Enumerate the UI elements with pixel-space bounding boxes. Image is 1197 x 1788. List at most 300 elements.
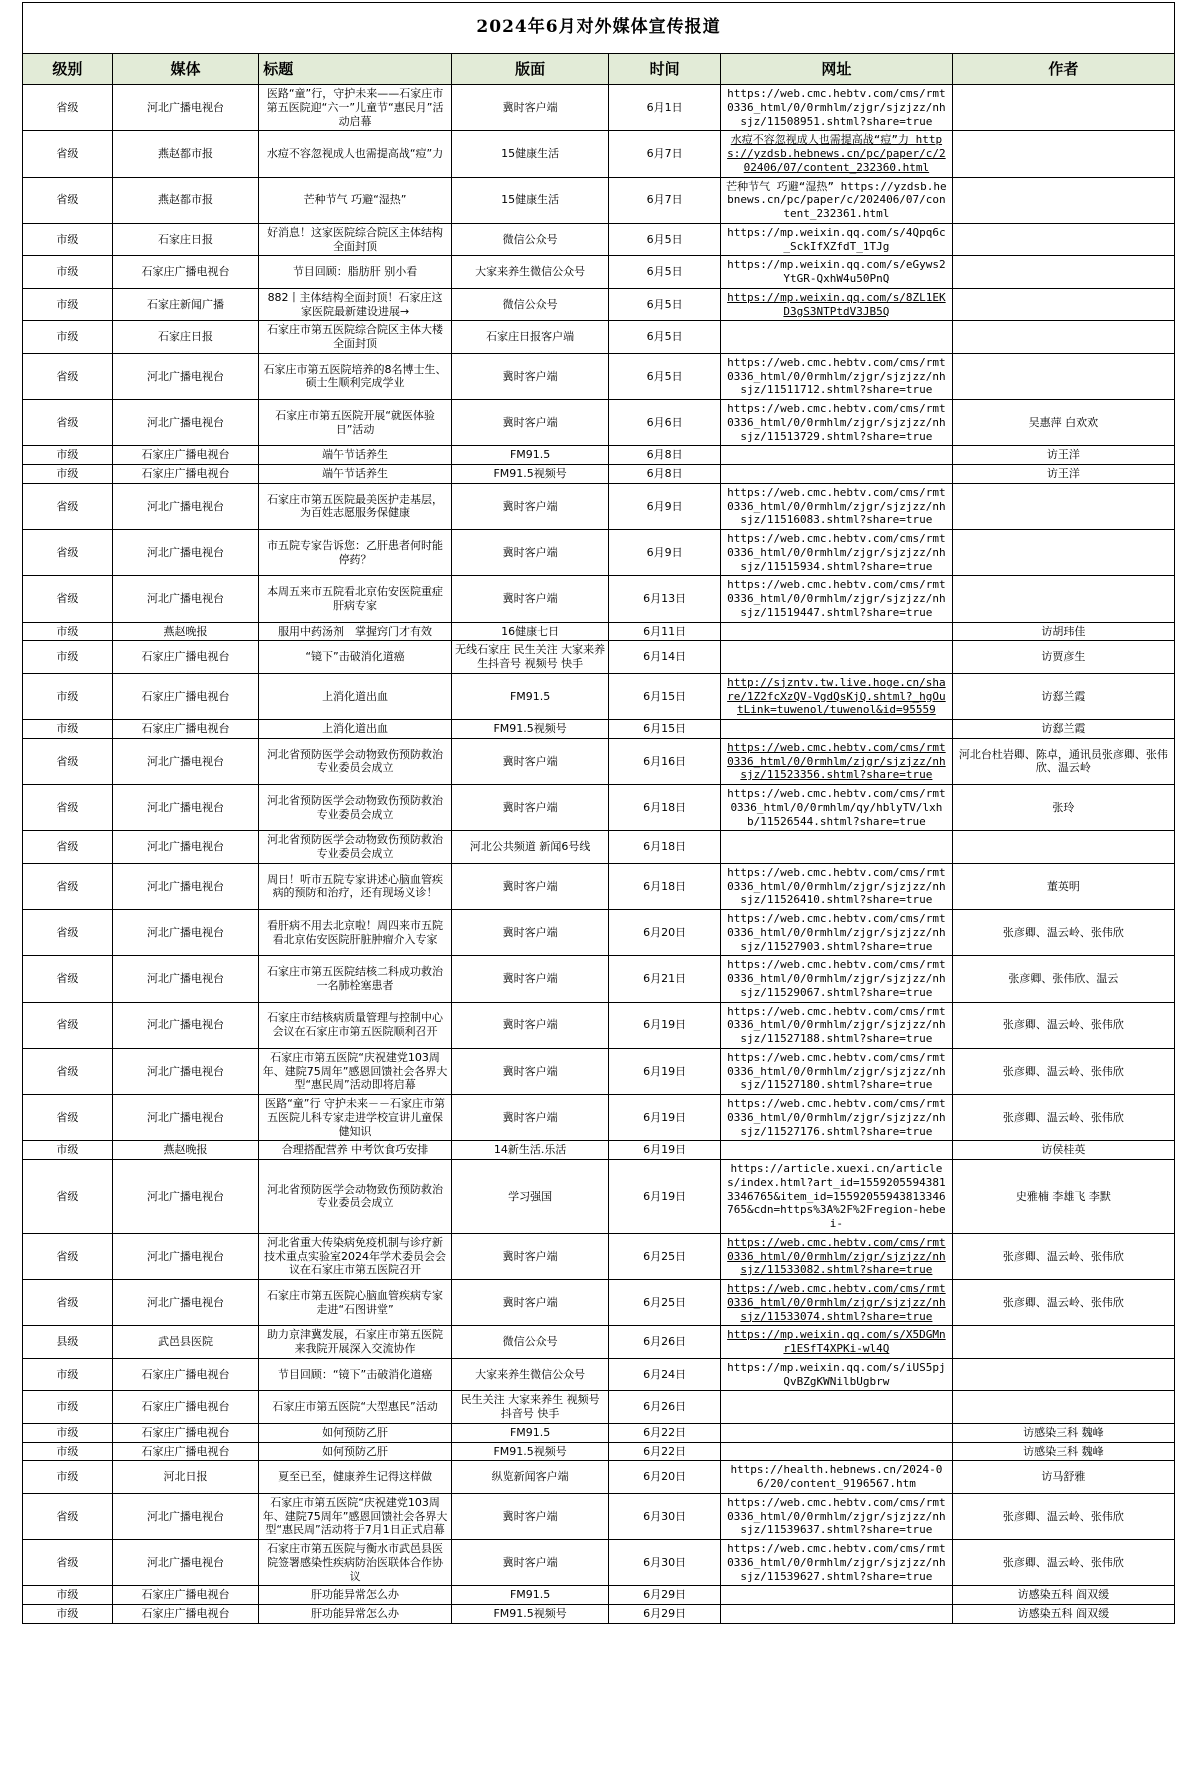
column-header-media[interactable]: 媒体 [112, 54, 259, 85]
table-row [23, 673, 1175, 719]
cell-date: 6月5日 [609, 256, 721, 289]
cell-url[interactable]: https://web.cmc.hebtv.com/cms/rmt0336_html/0/0rmhlm/zjgr/sjzjzz/nhsjz/11515934.shtml?share=true [720, 530, 952, 576]
cell-title: 石家庄市第五医院与衡水市武邑县医院签署感染性疾病防治医联体合作协议 [259, 1540, 452, 1586]
media-report-table [22, 2, 1175, 1624]
cell-level: 省级 [23, 131, 113, 177]
table-row [23, 1280, 1175, 1326]
cell-level: 市级 [23, 1423, 113, 1442]
table-row [23, 576, 1175, 622]
cell-media: 河北广播电视台 [112, 1160, 259, 1234]
cell-title: 石家庄市第五医院“大型惠民”活动 [259, 1391, 452, 1424]
cell-url[interactable]: https://web.cmc.hebtv.com/cms/rmt0336_html/0/0rmhlm/zjgr/sjzjzz/nhsjz/11527176.shtml?share=true [720, 1095, 952, 1141]
cell-url [720, 831, 952, 864]
cell-date: 6月26日 [609, 1326, 721, 1359]
cell-level: 县级 [23, 1326, 113, 1359]
cell-author: 访感染五科 阎双缓 [952, 1605, 1174, 1624]
cell-level: 省级 [23, 956, 113, 1002]
cell-page: 14新生活.乐活 [451, 1141, 609, 1160]
cell-media: 河北广播电视台 [112, 1493, 259, 1539]
cell-date: 6月11日 [609, 622, 721, 641]
cell-media: 河北广播电视台 [112, 863, 259, 909]
cell-page: FM91.5视频号 [451, 465, 609, 484]
cell-level: 省级 [23, 1002, 113, 1048]
cell-author: 张彦卿、张伟欣、温云 [952, 956, 1174, 1002]
table-row [23, 131, 1175, 177]
cell-url[interactable]: https://web.cmc.hebtv.com/cms/rmt0336_html/0/0rmhlm/zjgr/sjzjzz/nhsjz/11533074.shtml?share=true [720, 1280, 952, 1326]
cell-title: 如何预防乙肝 [259, 1442, 452, 1461]
cell-author [952, 131, 1174, 177]
cell-title: 石家庄市第五医院“庆祝建党103周年、建院75周年”感恩回馈社会各界大型“惠民周”活动即将启幕 [259, 1048, 452, 1094]
cell-media: 河北广播电视台 [112, 1095, 259, 1141]
cell-title: 上消化道出血 [259, 673, 452, 719]
cell-level: 市级 [23, 1391, 113, 1424]
cell-level: 省级 [23, 1095, 113, 1141]
cell-date: 6月8日 [609, 465, 721, 484]
cell-url[interactable]: https://mp.weixin.qq.com/s/eGyws2YtGR-QxhW4u50PnQ [720, 256, 952, 289]
cell-page: 微信公众号 [451, 223, 609, 256]
cell-page: 冀时客户端 [451, 530, 609, 576]
table-row [23, 1326, 1175, 1359]
cell-level: 市级 [23, 1586, 113, 1605]
cell-level: 省级 [23, 483, 113, 529]
cell-page: FM91.5视频号 [451, 720, 609, 739]
table-row [23, 1095, 1175, 1141]
cell-level: 省级 [23, 530, 113, 576]
table-row [23, 465, 1175, 484]
cell-page: 大家来养生微信公众号 [451, 1358, 609, 1391]
cell-media: 河北广播电视台 [112, 910, 259, 956]
cell-author: 张彦卿、温云岭、张伟欣 [952, 1280, 1174, 1326]
cell-level: 市级 [23, 288, 113, 321]
cell-author [952, 353, 1174, 399]
table-row [23, 321, 1175, 354]
column-header-date[interactable]: 时间 [609, 54, 721, 85]
cell-url [720, 622, 952, 641]
cell-date: 6月20日 [609, 910, 721, 956]
cell-title: 医路“童”行，守护未来——石家庄市第五医院迎“六一”儿童节“惠民月”活动启幕 [259, 85, 452, 131]
cell-level: 省级 [23, 576, 113, 622]
cell-title: 肝功能异常怎么办 [259, 1605, 452, 1624]
cell-author [952, 576, 1174, 622]
cell-page: 冀时客户端 [451, 1493, 609, 1539]
table-row [23, 85, 1175, 131]
cell-page: FM91.5视频号 [451, 1442, 609, 1461]
cell-title: 河北省重大传染病免疫机制与诊疗新技术重点实验室2024年学术委员会会议在石家庄市第五医院召开 [259, 1233, 452, 1279]
cell-page: 纵览新闻客户端 [451, 1461, 609, 1494]
cell-media: 河北广播电视台 [112, 738, 259, 784]
cell-date: 6月5日 [609, 223, 721, 256]
cell-author [952, 223, 1174, 256]
table-body [23, 85, 1175, 1624]
cell-media: 石家庄广播电视台 [112, 1605, 259, 1624]
table-row [23, 641, 1175, 674]
table-row [23, 530, 1175, 576]
table-row [23, 1160, 1175, 1234]
column-header-page[interactable]: 版面 [451, 54, 609, 85]
cell-page: 微信公众号 [451, 288, 609, 321]
cell-title: 河北省预防医学会动物致伤预防救治专业委员会成立 [259, 831, 452, 864]
cell-url [720, 1442, 952, 1461]
table-row [23, 831, 1175, 864]
table-row [23, 1605, 1175, 1624]
cell-media: 燕赵晚报 [112, 1141, 259, 1160]
table-row [23, 738, 1175, 784]
column-header-title[interactable]: 标题 [259, 54, 452, 85]
cell-page: 冀时客户端 [451, 1280, 609, 1326]
cell-author: 张彦卿、温云岭、张伟欣 [952, 1002, 1174, 1048]
cell-url[interactable]: https://web.cmc.hebtv.com/cms/rmt0336_html/0/0rmhlm/zjgr/sjzjzz/nhsjz/11527188.shtml?share=true [720, 1002, 952, 1048]
cell-level: 省级 [23, 1160, 113, 1234]
cell-page: FM91.5 [451, 1423, 609, 1442]
column-header-level[interactable]: 级别 [23, 54, 113, 85]
table-row [23, 256, 1175, 289]
cell-title: 肝功能异常怎么办 [259, 1586, 452, 1605]
cell-url [720, 1605, 952, 1624]
cell-title: 看肝病不用去北京啦！周四来市五院看北京佑安医院肝脏肿瘤介入专家 [259, 910, 452, 956]
cell-url[interactable]: http://sjzntv.tw.live.hoge.cn/share/1Z2fcXzQV-VgdQsKjQ.shtml?_hgOutLink=tuwenol/tuwenol&id=95559 [720, 673, 952, 719]
cell-level: 省级 [23, 863, 113, 909]
cell-url[interactable]: https://mp.weixin.qq.com/s/X5DGMnr1ESfT4XPKi-wl4Q [720, 1326, 952, 1359]
cell-page: 民生关注 大家来养生 视频号 抖音号 快手 [451, 1391, 609, 1424]
cell-media: 石家庄广播电视台 [112, 641, 259, 674]
cell-title: 水痘不容忽视成人也需提高战“痘”力 [259, 131, 452, 177]
cell-date: 6月5日 [609, 321, 721, 354]
cell-media: 河北广播电视台 [112, 85, 259, 131]
cell-date: 6月29日 [609, 1605, 721, 1624]
table-row [23, 177, 1175, 223]
cell-level: 市级 [23, 1605, 113, 1624]
cell-date: 6月5日 [609, 353, 721, 399]
cell-date: 6月19日 [609, 1002, 721, 1048]
cell-url[interactable]: https://web.cmc.hebtv.com/cms/rmt0336_html/0/0rmhlm/zjgr/sjzjzz/nhsjz/11539637.shtml?share=true [720, 1493, 952, 1539]
cell-url[interactable]: https://web.cmc.hebtv.com/cms/rmt0336_html/0/0rmhlm/zjgr/sjzjzz/nhsjz/11526410.shtml?share=true [720, 863, 952, 909]
column-header-url[interactable]: 网址 [720, 54, 952, 85]
cell-url [720, 1586, 952, 1605]
table-row [23, 446, 1175, 465]
cell-level: 市级 [23, 223, 113, 256]
cell-media: 河北广播电视台 [112, 785, 259, 831]
cell-level: 省级 [23, 1540, 113, 1586]
cell-title: “镜下”击破消化道癌 [259, 641, 452, 674]
cell-page: 冀时客户端 [451, 1540, 609, 1586]
cell-title: 882丨主体结构全面封顶！石家庄这家医院最新建设进展→ [259, 288, 452, 321]
cell-date: 6月22日 [609, 1423, 721, 1442]
table-row [23, 863, 1175, 909]
cell-author [952, 256, 1174, 289]
cell-author: 张彦卿、温云岭、张伟欣 [952, 1233, 1174, 1279]
cell-author [952, 85, 1174, 131]
cell-media: 石家庄广播电视台 [112, 446, 259, 465]
cell-media: 石家庄广播电视台 [112, 465, 259, 484]
cell-url [720, 446, 952, 465]
cell-title: 石家庄市结核病质量管理与控制中心会议在石家庄市第五医院顺利召开 [259, 1002, 452, 1048]
cell-page: FM91.5 [451, 446, 609, 465]
cell-page: 冀时客户端 [451, 483, 609, 529]
cell-media: 石家庄广播电视台 [112, 1586, 259, 1605]
cell-date: 6月7日 [609, 131, 721, 177]
cell-media: 石家庄广播电视台 [112, 256, 259, 289]
page-title: 2024年6月对外媒体宣传报道 [23, 3, 1175, 54]
table-row [23, 1586, 1175, 1605]
cell-author [952, 1391, 1174, 1424]
cell-page: 冀时客户端 [451, 400, 609, 446]
cell-author: 董英明 [952, 863, 1174, 909]
cell-level: 市级 [23, 465, 113, 484]
cell-level: 市级 [23, 1141, 113, 1160]
cell-title: 石家庄市第五医院心脑血管疾病专家走进“石图讲堂” [259, 1280, 452, 1326]
cell-url[interactable]: https://article.xuexi.cn/articles/index.html?art_id=15592055943813346765&item_id=15592055943813346765&cdn=https%3A%2F%2Fregion-hebei- [720, 1160, 952, 1234]
cell-url[interactable]: https://mp.weixin.qq.com/s/4Qpq6c_SckIfXZfdT_1TJg [720, 223, 952, 256]
cell-author [952, 1326, 1174, 1359]
cell-level: 市级 [23, 321, 113, 354]
table-row [23, 720, 1175, 739]
cell-title: 端午节话养生 [259, 465, 452, 484]
cell-url[interactable]: 芒种节气 巧避“湿热” https://yzdsb.hebnews.cn/pc/paper/c/202406/07/content_232361.html [720, 177, 952, 223]
cell-url [720, 720, 952, 739]
cell-author: 访感染三科 魏峰 [952, 1423, 1174, 1442]
cell-url[interactable]: https://web.cmc.hebtv.com/cms/rmt0336_html/0/0rmhlm/zjgr/sjzjzz/nhsjz/11527180.shtml?share=true [720, 1048, 952, 1094]
cell-page: 微信公众号 [451, 1326, 609, 1359]
cell-page: 冀时客户端 [451, 353, 609, 399]
table-row [23, 622, 1175, 641]
cell-level: 市级 [23, 446, 113, 465]
cell-page: 冀时客户端 [451, 576, 609, 622]
cell-date: 6月30日 [609, 1493, 721, 1539]
cell-level: 市级 [23, 1358, 113, 1391]
cell-media: 石家庄广播电视台 [112, 1442, 259, 1461]
cell-date: 6月19日 [609, 1141, 721, 1160]
cell-date: 6月29日 [609, 1586, 721, 1605]
table-row [23, 1461, 1175, 1494]
table-row [23, 1141, 1175, 1160]
cell-date: 6月25日 [609, 1233, 721, 1279]
cell-title: 节目回顾：脂肪肝 别小看 [259, 256, 452, 289]
cell-date: 6月1日 [609, 85, 721, 131]
cell-date: 6月9日 [609, 530, 721, 576]
cell-level: 省级 [23, 400, 113, 446]
cell-title: 石家庄市第五医院综合院区主体大楼全面封顶 [259, 321, 452, 354]
cell-url[interactable]: https://web.cmc.hebtv.com/cms/rmt0336_html/0/0rmhlm/zjgr/sjzjzz/nhsjz/11511712.shtml?share=true [720, 353, 952, 399]
cell-level: 省级 [23, 353, 113, 399]
cell-date: 6月8日 [609, 446, 721, 465]
table-row [23, 1048, 1175, 1094]
cell-author: 张彦卿、温云岭、张伟欣 [952, 1493, 1174, 1539]
table-row [23, 353, 1175, 399]
cell-date: 6月18日 [609, 785, 721, 831]
table-row [23, 785, 1175, 831]
cell-title: 石家庄市第五医院“庆祝建党103周年、建院75周年”感恩回馈社会各界大型“惠民周”活动将于7月1日正式启幕 [259, 1493, 452, 1539]
column-header-author[interactable]: 作者 [952, 54, 1174, 85]
cell-date: 6月21日 [609, 956, 721, 1002]
cell-media: 燕赵都市报 [112, 131, 259, 177]
cell-page: 冀时客户端 [451, 1233, 609, 1279]
cell-url[interactable]: https://web.cmc.hebtv.com/cms/rmt0336_html/0/0rmhlm/zjgr/sjzjzz/nhsjz/11529067.shtml?share=true [720, 956, 952, 1002]
cell-title: 河北省预防医学会动物致伤预防救治专业委员会成立 [259, 1160, 452, 1234]
cell-media: 石家庄广播电视台 [112, 673, 259, 719]
table-row [23, 1540, 1175, 1586]
cell-author: 河北台杜岩卿、陈卓，通讯员张彦卿、张伟欣、温云岭 [952, 738, 1174, 784]
cell-page: 石家庄日报客户端 [451, 321, 609, 354]
cell-date: 6月19日 [609, 1160, 721, 1234]
cell-author: 访王洋 [952, 446, 1174, 465]
cell-url[interactable]: https://web.cmc.hebtv.com/cms/rmt0336_html/0/0rmhlm/zjgr/sjzjzz/nhsjz/11513729.shtml?share=true [720, 400, 952, 446]
cell-title: 好消息！这家医院综合院区主体结构全面封顶 [259, 223, 452, 256]
cell-media: 石家庄新闻广播 [112, 288, 259, 321]
table-row [23, 223, 1175, 256]
cell-page: 冀时客户端 [451, 956, 609, 1002]
cell-page: FM91.5 [451, 673, 609, 719]
table-row [23, 1442, 1175, 1461]
cell-title: 端午节话养生 [259, 446, 452, 465]
report-title-row [23, 3, 1175, 54]
cell-title: 本周五来市五院看北京佑安医院重症肝病专家 [259, 576, 452, 622]
cell-url[interactable]: https://health.hebnews.cn/2024-06/20/content_9196567.htm [720, 1461, 952, 1494]
cell-author [952, 483, 1174, 529]
cell-author: 访郄兰霞 [952, 720, 1174, 739]
cell-page: FM91.5 [451, 1586, 609, 1605]
cell-page: 冀时客户端 [451, 785, 609, 831]
cell-author: 张彦卿、温云岭、张伟欣 [952, 1048, 1174, 1094]
cell-title: 市五院专家告诉您：乙肝患者何时能停药？ [259, 530, 452, 576]
cell-page: 河北公共频道 新闻6号线 [451, 831, 609, 864]
cell-media: 河北广播电视台 [112, 1048, 259, 1094]
cell-page: 冀时客户端 [451, 738, 609, 784]
cell-media: 河北日报 [112, 1461, 259, 1494]
cell-page: 15健康生活 [451, 177, 609, 223]
cell-page: 冀时客户端 [451, 1048, 609, 1094]
cell-date: 6月26日 [609, 1391, 721, 1424]
cell-level: 省级 [23, 1280, 113, 1326]
cell-media: 武邑县医院 [112, 1326, 259, 1359]
cell-url[interactable]: https://web.cmc.hebtv.com/cms/rmt0336_html/0/0rmhlm/zjgr/sjzjzz/nhsjz/11519447.shtml?share=true [720, 576, 952, 622]
cell-level: 市级 [23, 641, 113, 674]
cell-media: 河北广播电视台 [112, 483, 259, 529]
cell-media: 河北广播电视台 [112, 530, 259, 576]
cell-url[interactable]: https://mp.weixin.qq.com/s/iUS5pjQvBZgKWNilbUgbrw [720, 1358, 952, 1391]
cell-author [952, 321, 1174, 354]
cell-level: 省级 [23, 831, 113, 864]
cell-date: 6月5日 [609, 288, 721, 321]
cell-author: 访王洋 [952, 465, 1174, 484]
cell-url[interactable]: https://web.cmc.hebtv.com/cms/rmt0336_html/0/0rmhlm/zjgr/sjzjzz/nhsjz/11523356.shtml?share=true [720, 738, 952, 784]
cell-media: 燕赵都市报 [112, 177, 259, 223]
cell-author [952, 288, 1174, 321]
cell-media: 河北广播电视台 [112, 1233, 259, 1279]
cell-date: 6月24日 [609, 1358, 721, 1391]
cell-page: 15健康生活 [451, 131, 609, 177]
cell-level: 省级 [23, 910, 113, 956]
table-row [23, 483, 1175, 529]
cell-author: 吴惠萍 白欢欢 [952, 400, 1174, 446]
cell-url [720, 465, 952, 484]
cell-url[interactable]: https://mp.weixin.qq.com/s/8ZL1EKD3gS3NTPtdV3JB5Q [720, 288, 952, 321]
table-row [23, 1493, 1175, 1539]
cell-page: FM91.5视频号 [451, 1605, 609, 1624]
cell-media: 河北广播电视台 [112, 831, 259, 864]
cell-page: 冀时客户端 [451, 1002, 609, 1048]
cell-url[interactable]: https://web.cmc.hebtv.com/cms/rmt0336_html/0/0rmhlm/qy/hblyTV/lxhb/11526544.shtml?share=true [720, 785, 952, 831]
cell-date: 6月7日 [609, 177, 721, 223]
cell-title: 石家庄市第五医院结核二科成功救治一名肺栓塞患者 [259, 956, 452, 1002]
cell-url [720, 321, 952, 354]
cell-date: 6月20日 [609, 1461, 721, 1494]
table-row [23, 956, 1175, 1002]
cell-author [952, 831, 1174, 864]
cell-author: 张玲 [952, 785, 1174, 831]
cell-author: 张彦卿、温云岭、张伟欣 [952, 1095, 1174, 1141]
cell-media: 河北广播电视台 [112, 956, 259, 1002]
cell-date: 6月16日 [609, 738, 721, 784]
cell-author: 访马舒雅 [952, 1461, 1174, 1494]
cell-title: 石家庄市第五医院培养的8名博士生、硕士生顺利完成学业 [259, 353, 452, 399]
cell-level: 省级 [23, 738, 113, 784]
cell-media: 河北广播电视台 [112, 1540, 259, 1586]
cell-url[interactable]: https://web.cmc.hebtv.com/cms/rmt0336_html/0/0rmhlm/zjgr/sjzjzz/nhsjz/11527903.shtml?share=true [720, 910, 952, 956]
cell-level: 市级 [23, 256, 113, 289]
cell-title: 助力京津冀发展，石家庄市第五医院来我院开展深入交流协作 [259, 1326, 452, 1359]
cell-author: 访感染五科 阎双缓 [952, 1586, 1174, 1605]
cell-author [952, 177, 1174, 223]
cell-page: 冀时客户端 [451, 1095, 609, 1141]
table-row [23, 400, 1175, 446]
cell-page: 冀时客户端 [451, 910, 609, 956]
cell-url[interactable]: https://web.cmc.hebtv.com/cms/rmt0336_html/0/0rmhlm/zjgr/sjzjzz/nhsjz/11508951.shtml?share=true [720, 85, 952, 131]
cell-date: 6月25日 [609, 1280, 721, 1326]
table-row [23, 1358, 1175, 1391]
cell-media: 河北广播电视台 [112, 353, 259, 399]
cell-title: 河北省预防医学会动物致伤预防救治专业委员会成立 [259, 738, 452, 784]
cell-url[interactable]: https://web.cmc.hebtv.com/cms/rmt0336_html/0/0rmhlm/zjgr/sjzjzz/nhsjz/11539627.shtml?share=true [720, 1540, 952, 1586]
cell-title: 医路“童”行 守护未来－－石家庄市第五医院儿科专家走进学校宣讲儿童保健知识 [259, 1095, 452, 1141]
cell-media: 石家庄日报 [112, 321, 259, 354]
cell-level: 市级 [23, 1442, 113, 1461]
table-row [23, 1233, 1175, 1279]
cell-level: 省级 [23, 1233, 113, 1279]
cell-author: 张彦卿、温云岭、张伟欣 [952, 910, 1174, 956]
cell-title: 上消化道出血 [259, 720, 452, 739]
cell-url[interactable]: https://web.cmc.hebtv.com/cms/rmt0336_html/0/0rmhlm/zjgr/sjzjzz/nhsjz/11533082.shtml?share=true [720, 1233, 952, 1279]
cell-level: 省级 [23, 785, 113, 831]
table-row [23, 910, 1175, 956]
cell-page: 冀时客户端 [451, 85, 609, 131]
cell-date: 6月19日 [609, 1095, 721, 1141]
cell-page: 16健康七日 [451, 622, 609, 641]
cell-date: 6月14日 [609, 641, 721, 674]
cell-media: 石家庄广播电视台 [112, 1391, 259, 1424]
cell-author: 张彦卿、温云岭、张伟欣 [952, 1540, 1174, 1586]
cell-date: 6月18日 [609, 863, 721, 909]
cell-title: 合理搭配营养 中考饮食巧安排 [259, 1141, 452, 1160]
cell-url [720, 641, 952, 674]
cell-level: 市级 [23, 622, 113, 641]
cell-url[interactable]: https://web.cmc.hebtv.com/cms/rmt0336_html/0/0rmhlm/zjgr/sjzjzz/nhsjz/11516083.shtml?share=true [720, 483, 952, 529]
cell-date: 6月6日 [609, 400, 721, 446]
cell-author: 访胡玮佳 [952, 622, 1174, 641]
cell-level: 市级 [23, 1461, 113, 1494]
cell-date: 6月15日 [609, 720, 721, 739]
cell-url [720, 1423, 952, 1442]
cell-url[interactable]: 水痘不容忽视成人也需提高战“痘”力 https://yzdsb.hebnews.cn/pc/paper/c/202406/07/content_232360.html [720, 131, 952, 177]
cell-date: 6月30日 [609, 1540, 721, 1586]
cell-date: 6月18日 [609, 831, 721, 864]
cell-media: 河北广播电视台 [112, 576, 259, 622]
cell-media: 石家庄广播电视台 [112, 1358, 259, 1391]
table-row [23, 1391, 1175, 1424]
cell-title: 芒种节气 巧避“湿热” [259, 177, 452, 223]
cell-page: 大家来养生微信公众号 [451, 256, 609, 289]
cell-media: 石家庄广播电视台 [112, 1423, 259, 1442]
cell-author [952, 1358, 1174, 1391]
